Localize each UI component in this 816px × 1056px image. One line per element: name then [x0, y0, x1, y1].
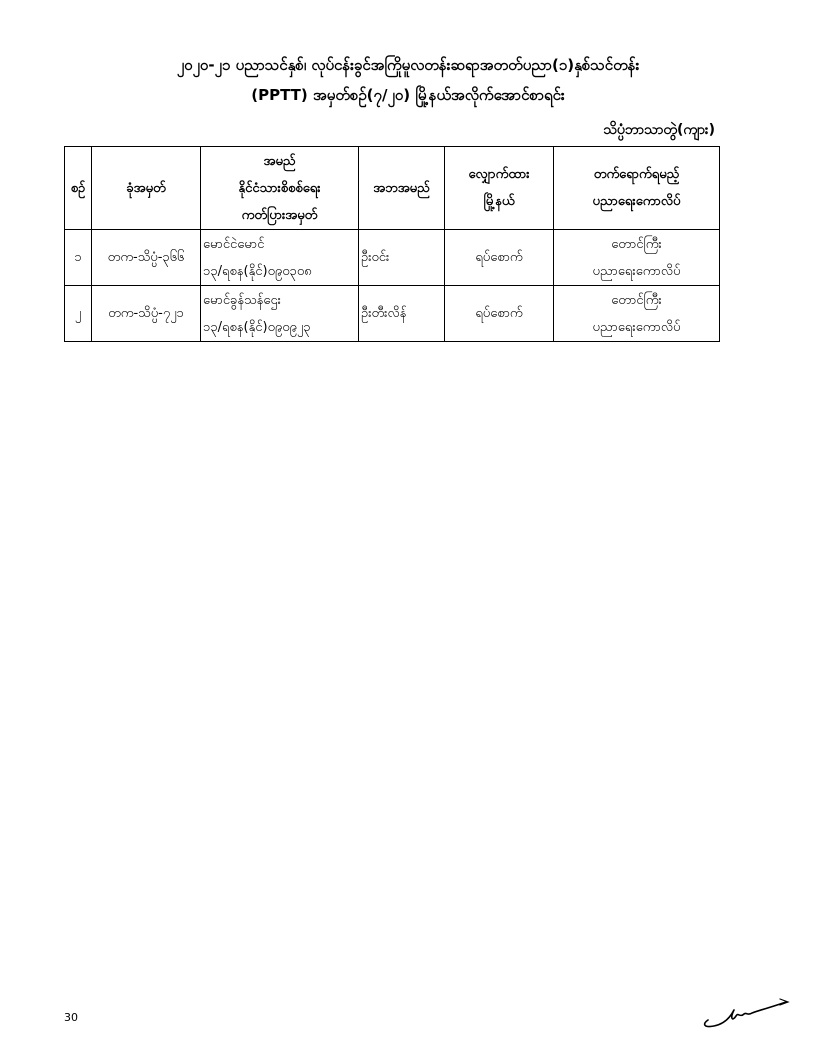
cell-college-line1: တောင်ကြီး	[611, 236, 662, 252]
cell-college-line2: ပညာရေးကောလိပ်	[592, 263, 681, 279]
header-name-line2: နိုင်ငံသားစိစစ်ရေး	[238, 180, 321, 196]
header-township-line1: လျှောက်ထား	[468, 167, 530, 182]
header-name-nrc	[201, 147, 359, 230]
page-number: 30	[64, 1011, 78, 1024]
header-father-name: အဘအမည်	[359, 147, 445, 230]
cell-father-name: ဦးတီးလိန်	[359, 286, 445, 342]
cell-college	[554, 286, 720, 342]
cell-roll-no: တက-သိပ္ပံ-၃၆၆	[92, 230, 201, 286]
cell-township: ရပ်စောက်	[445, 230, 554, 286]
cell-serial: ၂	[65, 286, 92, 342]
document-title: ၂၀၂၀-၂၁ ပညာသင်နှစ်၊ လုပ်ငန်းခွင်အကြိုမူလတန်းဆရာအတတ်ပညာ(၁)နှစ်သင်တန်း	[176, 56, 640, 74]
table-row	[65, 286, 720, 342]
results-table	[64, 146, 720, 342]
cell-township: ရပ်စောက်	[445, 286, 554, 342]
cell-college-line1: တောင်ကြီး	[611, 292, 662, 308]
table-row	[65, 230, 720, 286]
cell-father-name: ဦးဝင်း	[359, 230, 445, 286]
header-college	[554, 147, 720, 230]
cell-name-nrc	[201, 286, 359, 342]
signature-icon	[700, 992, 790, 1030]
cell-serial: ၁	[65, 230, 92, 286]
header-name-line1: အမည်	[263, 153, 296, 169]
header-township	[445, 147, 554, 230]
document-subtitle: (PPTT) အမှတ်စဉ်(၇/၂၀) မြို့နယ်အလိုက်အောင်စာရင်း	[251, 86, 565, 104]
header-college-line1: တက်ရောက်ရမည့်	[593, 167, 680, 182]
header-name-line3: ကတ်ပြားအမှတ်	[241, 207, 318, 223]
header-college-line2: ပညာရေးကောလိပ်	[592, 194, 681, 209]
cell-nrc: ၁၃/ရစန(နိုင်)၀၉၀၃၀၈	[203, 263, 312, 279]
campus-label: သိပ္ပံဘာသာတွဲ(ကျား)	[603, 122, 715, 138]
header-serial: စဉ်	[65, 147, 92, 230]
cell-college	[554, 230, 720, 286]
cell-college-line2: ပညာရေးကောလိပ်	[592, 319, 681, 335]
cell-name: မောင်ငဲမောင်	[203, 236, 265, 252]
cell-roll-no: တက-သိပ္ပံ-၇၂၁	[92, 286, 201, 342]
cell-name: မောင်ခွန်သန်ဌေး	[203, 292, 281, 308]
header-township-line2: မြို့နယ်	[483, 194, 515, 209]
header-roll-no: ခုံအမှတ်	[92, 147, 201, 230]
cell-nrc: ၁၃/ရစန(နိုင်)၀၉၀၉၂၃	[203, 319, 311, 335]
cell-name-nrc	[201, 230, 359, 286]
table-header-row	[65, 147, 720, 230]
